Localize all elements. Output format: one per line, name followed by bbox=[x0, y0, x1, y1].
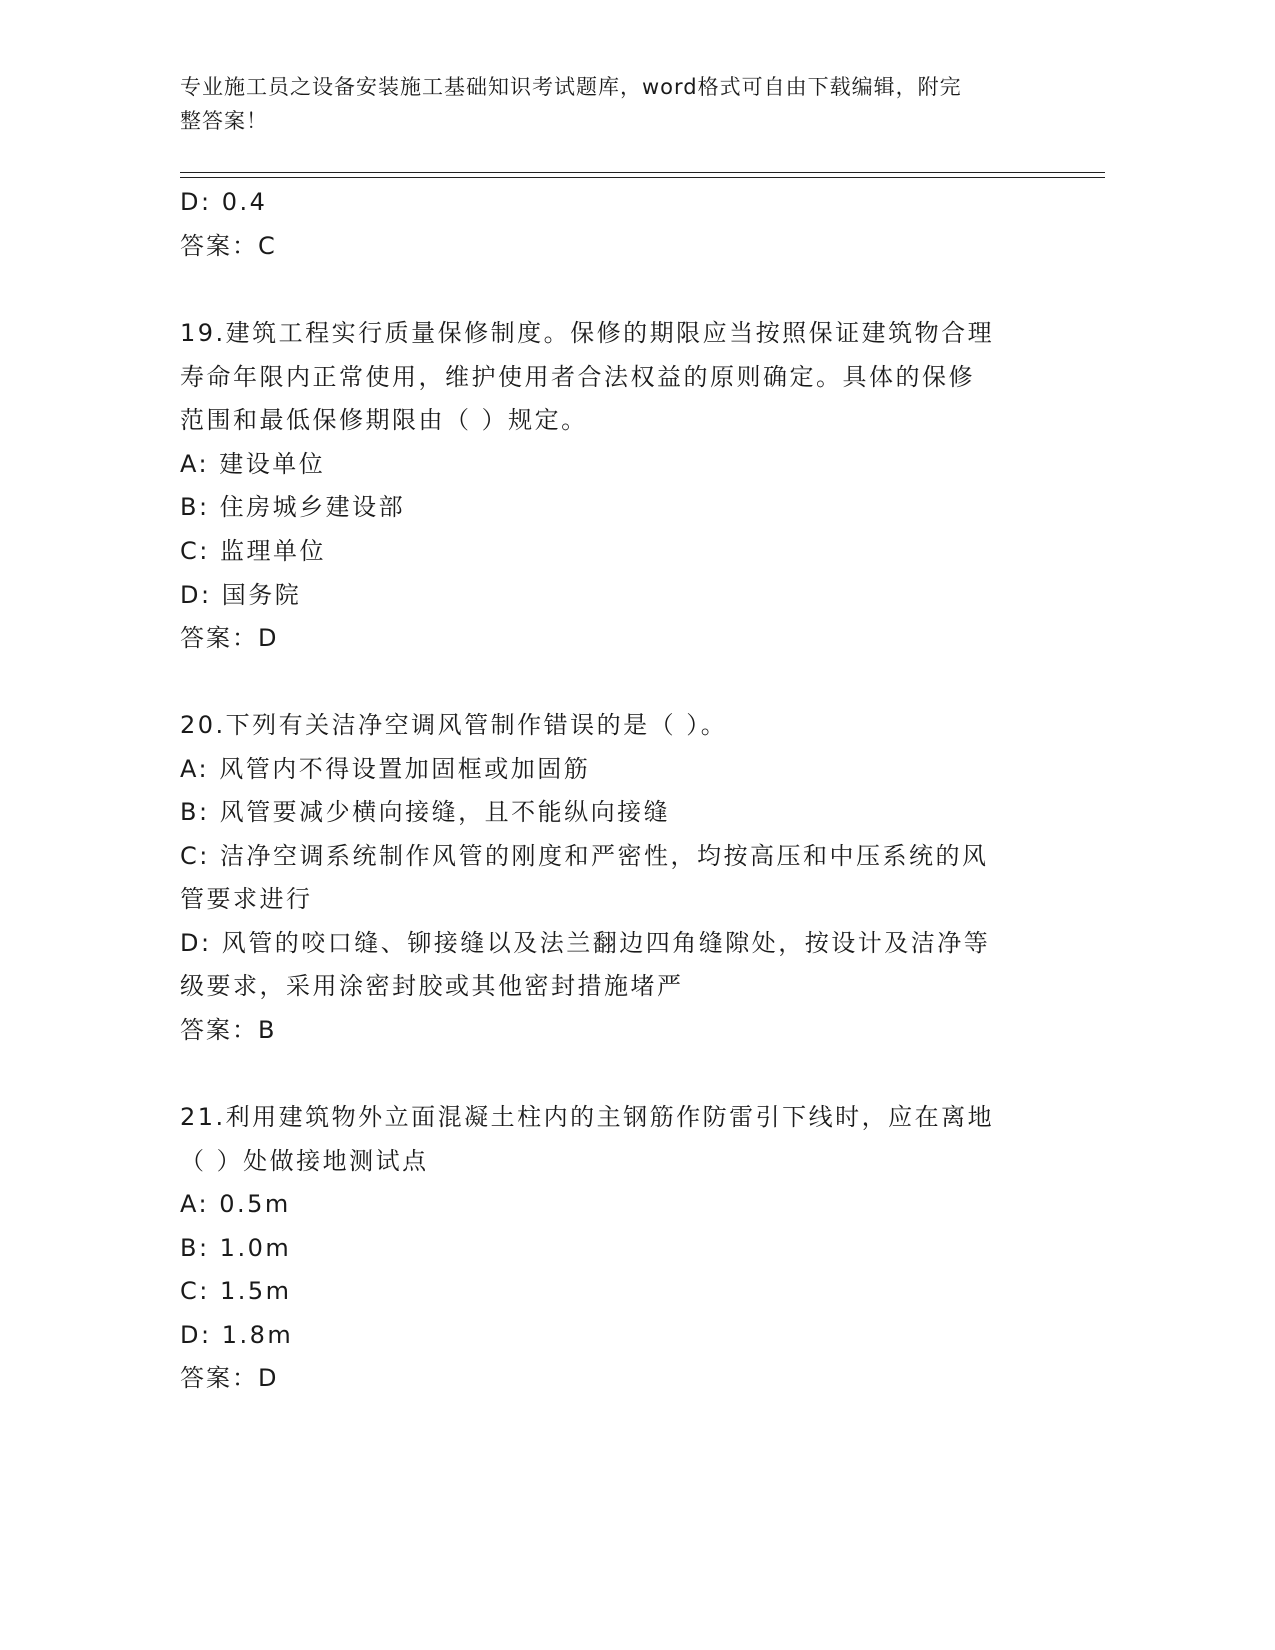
q20-option-a: A: 风管内不得设置加固框或加固筋 bbox=[180, 755, 591, 783]
prev-answer: 答案：C bbox=[180, 232, 277, 260]
q20-answer: 答案：B bbox=[180, 1016, 277, 1044]
q20-option-d-line-2: 级要求，采用涂密封胶或其他密封措施堵严 bbox=[180, 972, 684, 1000]
q19-stem-line-1: 19.建筑工程实行质量保修制度。保修的期限应当按照保证建筑物合理 bbox=[180, 319, 995, 347]
q21-stem-line-2: （ ）处做接地测试点 bbox=[180, 1147, 429, 1175]
document-header bbox=[180, 70, 1040, 138]
q21-stem-line-1: 21.利用建筑物外立面混凝土柱内的主钢筋作防雷引下线时，应在离地 bbox=[180, 1103, 995, 1131]
q20-option-b: B: 风管要减少横向接缝，且不能纵向接缝 bbox=[180, 798, 671, 826]
q20-option-c-line-1: C: 洁净空调系统制作风管的刚度和严密性，均按高压和中压系统的风 bbox=[180, 842, 989, 870]
q20-option-d-line-1: D: 风管的咬口缝、铆接缝以及法兰翻边四角缝隙处，按设计及洁净等 bbox=[180, 929, 991, 957]
q21-option-a: A: 0.5m bbox=[180, 1190, 291, 1218]
q21-option-b: B: 1.0m bbox=[180, 1234, 292, 1262]
q19-answer: 答案：D bbox=[180, 624, 279, 652]
q20-option-c-line-2: 管要求进行 bbox=[180, 885, 313, 913]
q19-stem-line-3: 范围和最低保修期限由（ ）规定。 bbox=[180, 406, 588, 434]
q19-option-a: A: 建设单位 bbox=[180, 450, 326, 478]
q21-option-c: C: 1.5m bbox=[180, 1277, 292, 1305]
q20-stem-line-1: 20.下列有关洁净空调风管制作错误的是（ ）。 bbox=[180, 711, 728, 739]
q19-stem-line-2: 寿命年限内正常使用，维护使用者合法权益的原则确定。具体的保修 bbox=[180, 363, 975, 391]
q21-answer: 答案：D bbox=[180, 1364, 279, 1392]
q19-option-c: C: 监理单位 bbox=[180, 537, 326, 565]
header-line-1: 专业施工员之设备安装施工基础知识考试题库，word格式可自由下载编辑，附完 bbox=[180, 75, 962, 99]
q19-option-b: B: 住房城乡建设部 bbox=[180, 493, 406, 521]
header-divider-bottom bbox=[180, 177, 1105, 178]
header-line-2: 整答案！ bbox=[180, 109, 268, 133]
header-divider-top bbox=[180, 172, 1105, 173]
q21-option-d: D: 1.8m bbox=[180, 1321, 294, 1349]
q19-option-d: D: 国务院 bbox=[180, 581, 302, 609]
prev-option-d: D: 0.4 bbox=[180, 188, 268, 216]
